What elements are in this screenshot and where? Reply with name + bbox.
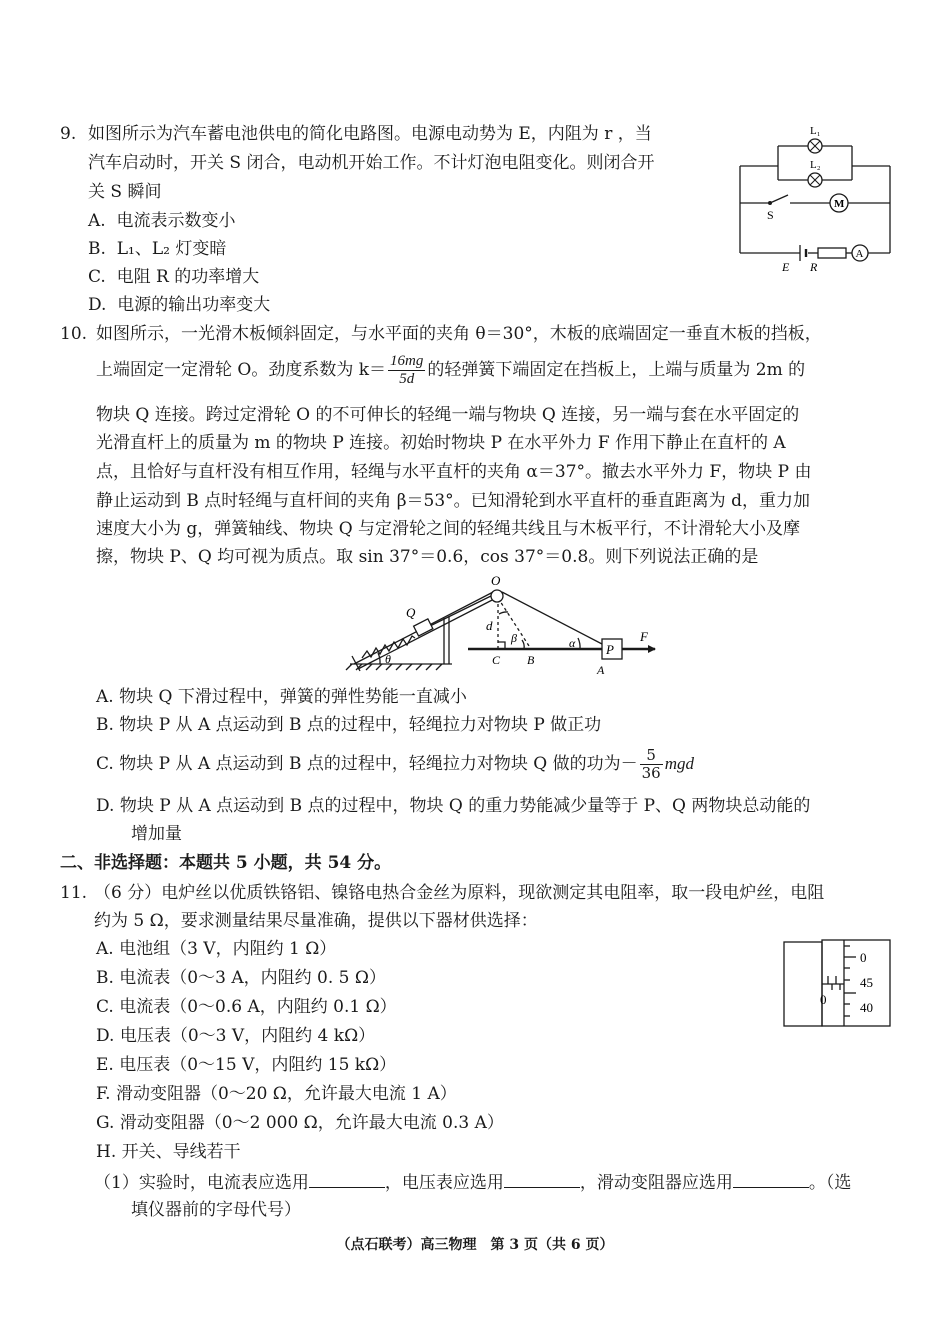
q11-sub1-b: ，电压表应选用 <box>384 1173 504 1193</box>
q10-fig-o: O <box>491 573 501 588</box>
q10-stem-line5: 点，且恰好与直杆没有相互作用，轻绳与水平直杆的夹角 α＝37°。撤去水平外力 F，物块 P 由 <box>96 462 812 482</box>
q9-number: 9. <box>60 124 77 144</box>
q10-option-c-post: mgd <box>664 754 694 773</box>
q9-fig-m: M <box>834 198 845 210</box>
q11-stem-line2: 约为 5 Ω，要求测量结果尽量准确，提供以下器材供选择： <box>94 911 538 931</box>
q9-option-c-label: C. <box>88 267 106 287</box>
q10-fig-p: P <box>606 642 614 657</box>
q11-item-g: G. 滑动变阻器（0～2 000 Ω，允许最大电流 0.3 A） <box>96 1113 504 1133</box>
q10-fig-d: d <box>486 618 493 633</box>
q10-option-d-line1: D. 物块 P 从 A 点运动到 B 点的过程中，物块 Q 的重力势能减少量等于 P、Q 两物块总动能的 <box>96 796 811 816</box>
q9-fig-r: R <box>810 260 818 274</box>
q10-number: 10. <box>60 324 88 344</box>
q10-option-b: B. 物块 P 从 A 点运动到 B 点的过程中，轻绳拉力对物块 P 做正功 <box>96 715 602 735</box>
q10-stem-line8: 擦，物块 P、Q 均可视为质点。取 sin 37°＝0.6，cos 37°＝0.8。则下列说法正确的是 <box>96 547 759 567</box>
q11-item-d: D. 电压表（0～3 V，内阻约 4 kΩ） <box>96 1026 376 1046</box>
q11-sub1-a: （1）实验时，电流表应选用 <box>94 1173 309 1193</box>
battery-icon <box>800 245 806 261</box>
q10-fig-alpha: α <box>569 636 576 650</box>
q10-option-c-pre: C. 物块 P 从 A 点运动到 B 点的过程中，轻绳拉力对物块 Q 做的功为－ <box>96 754 638 774</box>
q10-stem-line2 <box>96 352 805 388</box>
q11-item-f: F. 滑动变阻器（0～20 Ω，允许最大电流 1 A） <box>96 1084 457 1104</box>
q10-stem-line1: 如图所示，一光滑木板倾斜固定，与水平面的夹角 θ＝30°，木板的底端固定一垂直木板的挡板， <box>96 324 822 344</box>
q9-stem-line3: 关 S 瞬间 <box>88 182 162 202</box>
q9-fig-s: S <box>767 208 774 222</box>
q11-sub1-d: 。（选 <box>808 1173 852 1193</box>
q9-fig-a: A <box>855 248 864 260</box>
q10-k-denominator: 5d <box>399 371 415 387</box>
q11-answer-blank-voltmeter <box>504 1171 580 1188</box>
q10-stem-line4: 光滑直杆上的质量为 m 的物块 P 连接。初始时物块 P 在水平外力 F 作用下静止在直杆的 A <box>96 433 786 453</box>
q11-item-b: B. 电流表（0～3 A，内阻约 0. 5 Ω） <box>96 968 386 988</box>
q11-stem-line1: （6 分）电炉丝以优质铁铬铝、镍铬电热合金丝为原料，现欲测定其电阻率，取一段电炉丝，电阻 <box>94 883 825 903</box>
q10-fig-b: B <box>527 653 535 667</box>
q9-option-b-text: L₁、L₂ 灯变暗 <box>116 239 227 259</box>
q9-fig-l2: L₂ <box>810 159 821 171</box>
q10-k-fraction <box>388 353 425 388</box>
q11-item-e: E. 电压表（0～15 V，内阻约 15 kΩ） <box>96 1055 397 1075</box>
q10-stem-line6: 静止运动到 B 点时轻绳与直杆间的夹角 β＝53°。已知滑轮到水平直杆的垂直距离为 d，重力加 <box>96 491 810 511</box>
q9-option-b-label: B. <box>88 239 106 259</box>
q10-option-d-line2: 增加量 <box>131 824 182 844</box>
q9-option-d-text: 电源的输出功率变大 <box>117 295 271 315</box>
q10-option-c-numerator: 5 <box>640 747 663 765</box>
q10-fig-q: Q <box>406 605 416 620</box>
q11-micrometer-diagram <box>780 936 900 1032</box>
q9-option-c <box>88 266 259 288</box>
page-footer: （点石联考）高三物理 第 3 页（共 6 页） <box>336 1237 614 1253</box>
q10-stem-line2-pre: 上端固定一定滑轮 O。劲度系数为 k＝ <box>96 360 387 380</box>
q11-sub1-c: ，滑动变阻器应选用 <box>579 1173 733 1193</box>
q10-fig-theta: θ <box>385 652 391 666</box>
q10-fig-c: C <box>492 653 501 667</box>
q10-fig-beta: β <box>511 631 517 645</box>
q9-option-a-text: 电流表示数变小 <box>116 211 236 231</box>
switch-pivot-icon <box>768 201 772 205</box>
q11-micrometer-tick-0: 0 <box>860 950 867 965</box>
q11-number: 11. <box>60 883 88 903</box>
q9-option-d <box>88 294 270 316</box>
q9-circuit-diagram <box>730 118 910 278</box>
q9-option-b <box>88 238 226 260</box>
q9-fig-l1: L₁ <box>810 125 821 137</box>
q11-item-h: H. 开关、导线若干 <box>96 1142 241 1162</box>
q10-option-c-fraction <box>640 747 663 782</box>
q9-stem-line2: 汽车启动时，开关 S 闭合，电动机开始工作。不计灯泡电阻变化。则闭合开 <box>88 153 655 173</box>
q10-k-numerator: 16mg <box>390 353 424 369</box>
q9-option-c-text: 电阻 R 的功率增大 <box>116 267 260 287</box>
lamp-l2-icon <box>808 173 822 187</box>
q11-answer-blank-ammeter <box>309 1171 385 1188</box>
q11-micrometer-tick-40: 40 <box>860 1000 873 1015</box>
force-arrowhead-icon <box>648 645 656 653</box>
q10-option-c <box>96 746 694 782</box>
q11-sub1-line2: 填仪器前的字母代号） <box>131 1200 301 1220</box>
q9-stem-line1: 如图所示为汽车蓄电池供电的简化电路图。电源电动势为 E，内阻为 r ，当 <box>88 124 652 144</box>
section-heading: 二、非选择题：本题共 5 小题，共 54 分。 <box>60 853 392 873</box>
q10-fig-f: F <box>640 629 648 644</box>
q11-sub1-line1 <box>94 1171 851 1194</box>
q10-incline-diagram <box>340 572 670 682</box>
q11-answer-blank-rheostat <box>733 1171 809 1188</box>
q10-stem-line3: 物块 Q 连接。跨过定滑轮 O 的不可伸长的轻绳一端与物块 Q 连接，另一端与套在水平固定的 <box>96 405 800 425</box>
resistor-icon <box>818 248 846 258</box>
q10-stem-line7: 速度大小为 g，弹簧轴线、物块 Q 与定滑轮之间的轻绳共线且与木板平行，不计滑轮大小及摩 <box>96 519 801 539</box>
q10-stem-line2-post: 的轻弹簧下端固定在挡板上，上端与质量为 2m 的 <box>427 360 806 380</box>
pulley-icon <box>491 590 503 602</box>
lamp-l1-icon <box>808 139 822 153</box>
q9-fig-e: E <box>782 260 790 274</box>
q11-micrometer-tick-45: 45 <box>860 975 873 990</box>
q11-item-c: C. 电流表（0～0.6 A，内阻约 0.1 Ω） <box>96 997 397 1017</box>
q9-option-d-label: D. <box>88 295 107 315</box>
q10-option-a: A. 物块 Q 下滑过程中，弹簧的弹性势能一直减小 <box>96 687 467 707</box>
q10-option-c-denominator: 36 <box>641 764 661 782</box>
q9-option-a <box>88 210 236 232</box>
q11-item-a: A. 电池组（3 V，内阻约 1 Ω） <box>96 939 337 959</box>
q10-fig-a: A <box>597 663 605 677</box>
block-q-icon <box>414 619 433 636</box>
q9-option-a-label: A. <box>88 211 106 231</box>
q11-micrometer-main-zero: 0 <box>820 992 827 1007</box>
